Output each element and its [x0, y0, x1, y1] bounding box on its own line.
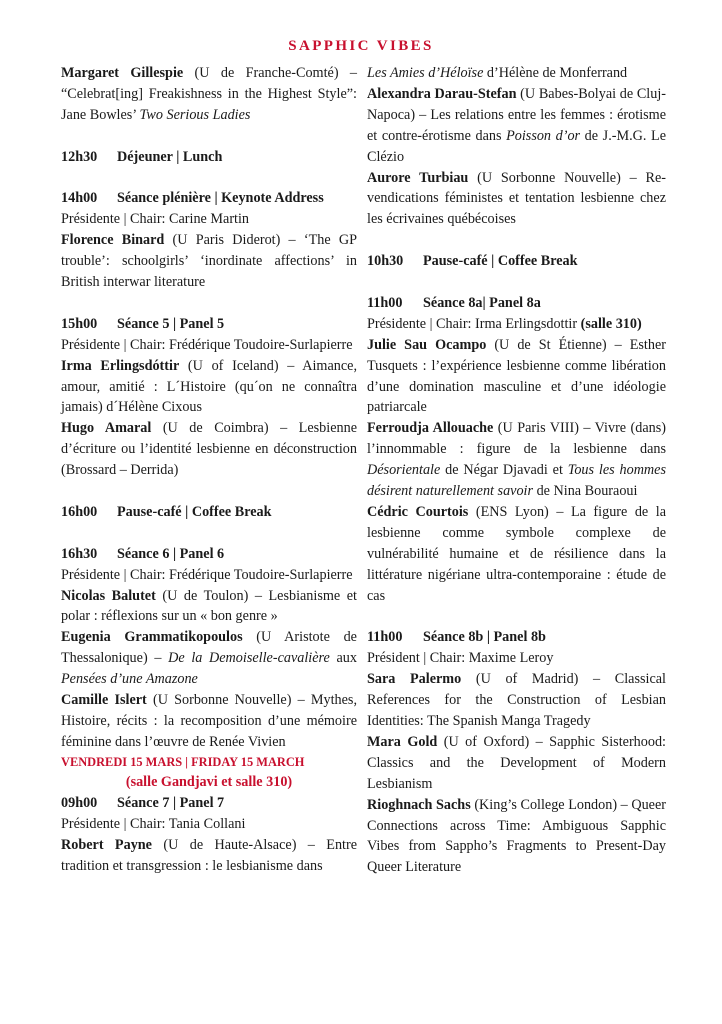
- entry-balutet: Nicolas Balutet (U de Toulon) – Lesbianisme et polar : réflexions sur un « bon genre »: [61, 587, 357, 625]
- slot-panel8b: 11h00 Séance 8b | Panel 8b: [367, 629, 546, 646]
- slot-panel8a: 11h00 Séance 8a| Panel 8a: [367, 294, 541, 311]
- entry-erlingsdottir: Irma Erlingsdóttir (U of Iceland) – Aimance, amour, amitié : L´Histoire (qu´on ne connaîtra jamais) d´Hélène Cixous: [61, 357, 357, 416]
- entry-islert: Camille Islert (U Sorbonne Nouvelle) – Mythes, Histoire, récits : la recomposition d’une mémoire féminine dans l’œuvre de Renée Vivien: [61, 692, 357, 750]
- chair-panel8a: Présidente | Chair: Irma Erlingsdottir (salle 310): [367, 315, 642, 332]
- entry-gold: Mara Gold (U of Oxford) – Sapphic Sisterhood: Classics and the Development of Modern Lesbianism: [367, 733, 666, 792]
- slot-panel7: 09h00 Séance 7 | Panel 7: [61, 794, 225, 811]
- day-heading: VENDREDI 15 MARS | FRIDAY 15 MARCH: [61, 754, 305, 769]
- entry-darau-stefan: Alexandra Darau-Stefan (U Babes-Bolyai de Cluj-Napoca) – Les relations entre les femmes : érotisme et contre-érotisme dans Poisson d’or de J.-M.G. Le Clézio: [367, 85, 666, 165]
- slot-panel6: 16h30 Séance 6 | Panel 6: [61, 545, 225, 562]
- right-column: [367, 63, 666, 878]
- left-column: [61, 63, 357, 876]
- chair-panel6: Présidente | Chair: Frédérique Toudoire-Surlapierre: [61, 566, 353, 583]
- entry-courtois: Cédric Courtois (ENS Lyon) – La figure de la lesbienne comme symbole complexe de vulnérabilité humaine et de résilience dans la littérature nigériane ultra-contemporaine : étude de cas: [367, 504, 666, 604]
- rooms-note: (salle Gandjavi et salle 310): [125, 773, 293, 790]
- entry-amaral: Hugo Amaral (U de Coimbra) – Lesbienne d’écriture ou l’identité lesbienne en déconstruction (Brossard – Derrida): [61, 420, 357, 479]
- entry-grammatikopoulos: Eugenia Grammatikopoulos (U Aristote de Thessalonique) – De la Demoiselle-cavalière aux Pensées d’une Amazone: [61, 629, 357, 688]
- slot-lunch: 12h30 Déjeuner | Lunch: [61, 148, 223, 165]
- chair-panel5: Présidente | Chair: Frédérique Toudoire-Surlapierre: [61, 336, 353, 353]
- chair-keynote: Présidente | Chair: Carine Martin: [61, 211, 250, 228]
- entry-binard: Florence Binard (U Paris Diderot) – ‘The GP trouble’: schoolgirls’ ‘inordinate affections’ in British interwar literature: [61, 232, 357, 291]
- entry-palermo: Sara Palermo (U of Madrid) – Classical References for the Construction of Lesbian Identities: The Spanish Manga Tragedy: [367, 671, 666, 730]
- slot-keynote: 14h00 Séance plénière | Keynote Address: [61, 190, 324, 207]
- entry-payne: Robert Payne (U de Haute-Alsace) – Entre tradition et transgression : le lesbianisme dans: [61, 836, 358, 874]
- chair-panel7: Présidente | Chair: Tania Collani: [61, 815, 246, 832]
- entry-gillespie: Margaret Gillespie (U de Franche-Comté) – “Celebrat[ing] Freakishness in the Highest Style”: Jane Bowles’ Two Serious Ladies: [61, 65, 357, 123]
- chair-panel8b: Président | Chair: Maxime Leroy: [367, 650, 554, 667]
- entry-allouache: Ferroudja Allouache (U Paris VIII) – Vivre (dans) l’innommable : figure de la lesbienne dans Désorientale de Négar Djavadi et Tous les hommes désirent naturellement savoir de Nina Bouraoui: [367, 420, 666, 500]
- page-header: SAPPHIC VIBES: [288, 38, 434, 54]
- speaker-name: Margaret Gillespie: [61, 65, 184, 81]
- slot-panel5: 15h00 Séance 5 | Panel 5: [61, 315, 225, 332]
- slot-break1: 16h00 Pause-café | Coffee Break: [61, 503, 272, 520]
- entry-sau-ocampo: Julie Sau Ocampo (U de St Étienne) – Esther Tusquets : l’expérience lesbienne comme libération d’une domination masculine et d’une idéologie patriarcale: [367, 336, 666, 416]
- slot-break2: 10h30 Pause-café | Coffee Break: [367, 253, 578, 270]
- entry-turbiau: Aurore Turbiau (U Sorbonne Nouvelle) – Re-vendications féministes et tentation lesbienne chez les écrivaines québécoises: [367, 169, 666, 228]
- entry-sachs: Rioghnach Sachs (King’s College London) – Queer Connections across Time: Ambiguous Sapphic Vibes from Sappho’s Fragments to Present-Day Queer Literature: [367, 796, 666, 876]
- entry-payne-cont: Les Amies d’Héloïse d’Hélène de Monferrand: [367, 65, 628, 81]
